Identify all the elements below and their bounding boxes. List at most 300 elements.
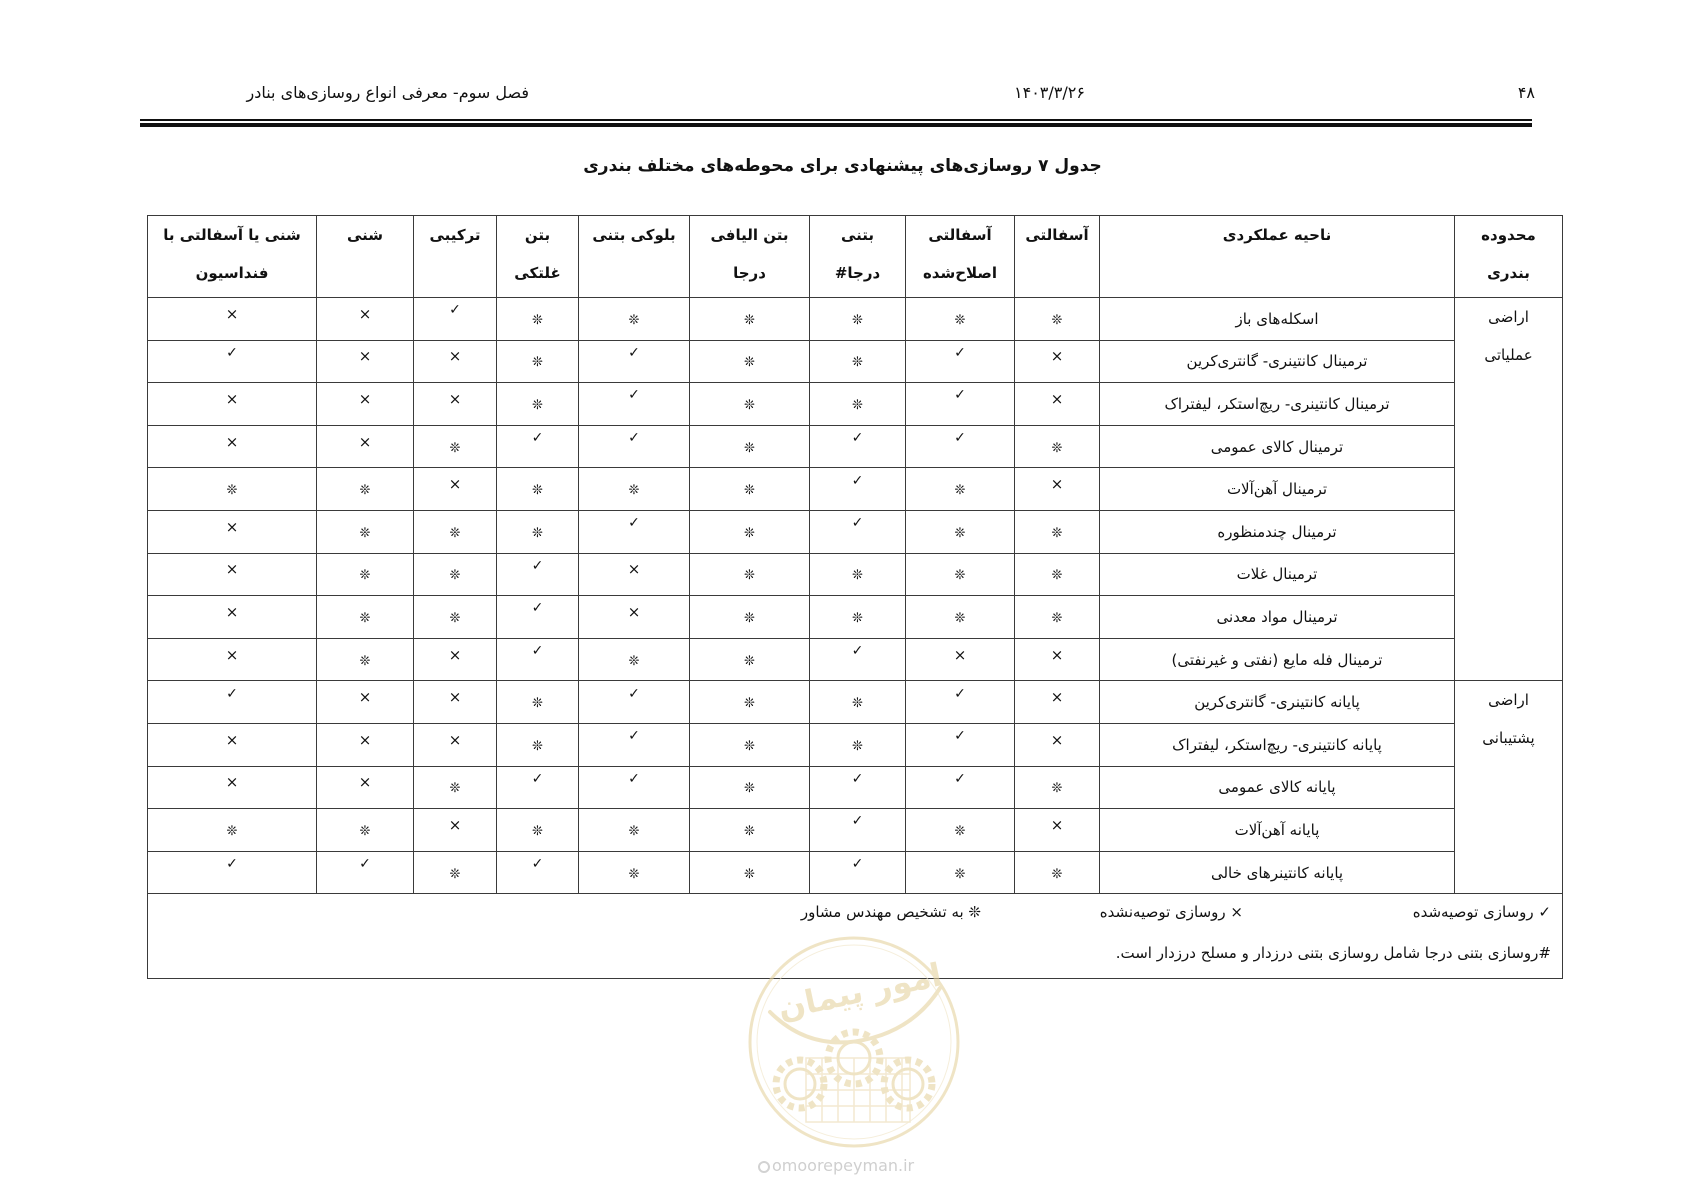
value-cell (317, 766, 414, 809)
check-mark-icon: ✓ (851, 472, 864, 489)
table-caption: جدول ۷ روسازی‌های پیشنهادی برای محوطه‌های مختلف بندری (583, 156, 1102, 176)
table-row (148, 809, 1563, 852)
value-cell (690, 723, 810, 766)
value-cell (906, 510, 1015, 553)
value-cell (148, 298, 317, 341)
value-cell (148, 468, 317, 511)
cross-mark-icon: × (1050, 815, 1064, 834)
value-cell (810, 723, 906, 766)
value-cell (497, 681, 579, 724)
asterisk-mark-icon: ❊ (852, 738, 863, 754)
cross-mark-icon: × (1050, 389, 1064, 408)
asterisk-mark-icon: ❊ (1051, 866, 1063, 882)
legend-note: #روسازی بتنی درجا شامل روسازی بتنی درزدار و مسلح درزدار است. (1115, 944, 1551, 963)
value-cell (148, 553, 317, 596)
column-header-text: بتن الیافی (710, 226, 789, 244)
value-cell (148, 851, 317, 894)
value-cell (579, 809, 690, 852)
area-cell (1100, 510, 1455, 553)
area-cell (1100, 723, 1455, 766)
table-body (148, 298, 1563, 894)
chapter-title: فصل سوم- معرفی انواع روسازی‌های بنادر (246, 83, 529, 102)
column-header (1015, 216, 1100, 298)
area-cell (1100, 596, 1455, 639)
watermark-site-text: omoorepeyman.ir (772, 1156, 915, 1175)
gear-left-hub (785, 1069, 815, 1099)
table-row (148, 468, 1563, 511)
cross-mark-icon: × (225, 560, 239, 579)
column-header-text: غلتکی (514, 264, 561, 282)
cross-mark-icon: × (225, 517, 239, 536)
asterisk-mark-icon: ❊ (359, 525, 371, 541)
value-cell (810, 383, 906, 426)
cross-mark-icon: × (1050, 347, 1064, 366)
value-cell (414, 596, 497, 639)
value-cell (497, 383, 579, 426)
cross-mark-icon: × (448, 389, 462, 408)
check-mark-icon: ✓ (628, 387, 640, 404)
value-cell (690, 766, 810, 809)
column-header-text: محدوده (1481, 226, 1536, 244)
value-cell (148, 681, 317, 724)
cross-mark-icon: × (358, 389, 372, 408)
asterisk-mark-icon: ❊ (449, 440, 461, 456)
value-cell (317, 723, 414, 766)
value-cell (810, 340, 906, 383)
column-header (906, 216, 1015, 298)
cross-mark-icon: × (448, 730, 462, 749)
value-cell (414, 298, 497, 341)
value-cell (414, 851, 497, 894)
area-cell (1100, 340, 1455, 383)
watermark-site (758, 1156, 914, 1176)
asterisk-mark-icon: ❊ (744, 568, 755, 584)
cross-mark-icon: × (225, 773, 239, 792)
asterisk-mark-icon: ❊ (744, 440, 755, 456)
value-cell (1015, 596, 1100, 639)
check-mark-icon: ✓ (359, 856, 371, 873)
asterisk-mark-icon: ❊ (744, 866, 755, 882)
value-cell (1015, 425, 1100, 468)
table-row (148, 638, 1563, 681)
asterisk-mark-icon: ❊ (954, 866, 966, 882)
column-header-text: بتنی (840, 226, 875, 244)
value-cell (414, 553, 497, 596)
value-cell (906, 298, 1015, 341)
value-cell (497, 510, 579, 553)
cross-mark-icon: × (1050, 730, 1064, 749)
value-cell (810, 596, 906, 639)
check-mark-icon: ✓ (851, 515, 864, 532)
cross-mark-icon: × (358, 347, 372, 366)
value-cell (579, 766, 690, 809)
value-cell (1015, 553, 1100, 596)
value-cell (906, 851, 1015, 894)
asterisk-mark-icon: ❊ (532, 483, 543, 499)
cross-mark-icon: × (627, 602, 641, 621)
cross-mark-icon: × (448, 688, 462, 707)
value-cell (414, 510, 497, 553)
asterisk-mark-icon: ❊ (449, 866, 461, 882)
value-cell (497, 468, 579, 511)
value-cell (579, 681, 690, 724)
check-mark-icon: ✓ (226, 856, 238, 873)
area-name: ترمینال فله مایع (نفتی و غیرنفتی) (1171, 650, 1383, 669)
value-cell (690, 298, 810, 341)
column-header (497, 216, 579, 298)
value-cell (906, 383, 1015, 426)
table-row (148, 681, 1563, 724)
asterisk-mark-icon: ❊ (744, 355, 755, 371)
value-cell (690, 681, 810, 724)
value-cell (497, 723, 579, 766)
asterisk-mark-icon: ❊ (954, 823, 966, 839)
check-mark-icon: ✓ (851, 643, 864, 660)
area-cell (1100, 553, 1455, 596)
value-cell (1015, 383, 1100, 426)
table-row (148, 425, 1563, 468)
value-cell (497, 809, 579, 852)
value-cell (906, 723, 1015, 766)
column-header-text: درجا# (834, 264, 881, 282)
column-header-text: شنی (346, 226, 384, 244)
value-cell (1015, 766, 1100, 809)
column-header (1455, 216, 1563, 298)
check-mark-icon: ✓ (628, 685, 640, 702)
cross-mark-icon: × (225, 432, 239, 451)
asterisk-mark-icon: ❊ (1051, 525, 1063, 541)
asterisk-mark-icon: ❊ (852, 397, 863, 413)
asterisk-mark-icon: ❊ (954, 568, 966, 584)
value-cell (317, 468, 414, 511)
value-cell (414, 468, 497, 511)
value-cell (906, 468, 1015, 511)
cross-mark-icon: × (225, 304, 239, 323)
value-cell (579, 425, 690, 468)
value-cell (1015, 510, 1100, 553)
page-date: ۱۴۰۳/۳/۲۶ (1014, 83, 1085, 102)
area-name: ترمینال آهن‌آلات (1226, 480, 1328, 499)
area-name: پایانه آهن‌آلات (1234, 820, 1320, 839)
asterisk-mark-icon: ❊ (744, 312, 755, 328)
value-cell (148, 809, 317, 852)
cross-mark-icon: × (225, 389, 239, 408)
value-cell (579, 340, 690, 383)
asterisk-mark-icon: ❊ (226, 483, 238, 499)
globe-icon (758, 1161, 770, 1173)
check-mark-icon: ✓ (531, 770, 544, 787)
asterisk-mark-icon: ❊ (359, 610, 371, 626)
value-cell (148, 510, 317, 553)
value-cell (497, 553, 579, 596)
value-cell (148, 638, 317, 681)
area-cell (1100, 383, 1455, 426)
column-header-text: بلوکی بتنی (592, 226, 676, 244)
group-label-text: عملیاتی (1484, 346, 1533, 364)
value-cell (317, 851, 414, 894)
asterisk-mark-icon: ❊ (226, 823, 238, 839)
value-cell (810, 809, 906, 852)
value-cell (414, 766, 497, 809)
area-name: ترمینال چندمنظوره (1217, 522, 1337, 541)
cross-mark-icon: × (448, 815, 462, 834)
column-header (810, 216, 906, 298)
cross-mark-icon: × (358, 730, 372, 749)
value-cell (414, 638, 497, 681)
asterisk-mark-icon: ❊ (852, 312, 863, 328)
value-cell (906, 681, 1015, 724)
table-row (148, 596, 1563, 639)
value-cell (810, 298, 906, 341)
value-cell (579, 596, 690, 639)
value-cell (579, 510, 690, 553)
value-cell (906, 425, 1015, 468)
cross-mark-icon: × (358, 688, 372, 707)
column-header-text: شنی یا آسفالتی با (163, 226, 301, 244)
value-cell (810, 638, 906, 681)
check-mark-icon: ✓ (954, 387, 966, 404)
column-header (148, 216, 317, 298)
value-cell (497, 596, 579, 639)
value-cell (414, 383, 497, 426)
area-name: پایانه کانتینری- ریچ‌استکر، لیفتراک (1172, 735, 1382, 754)
value-cell (690, 510, 810, 553)
cross-mark-icon: × (953, 645, 967, 664)
area-name: ترمینال مواد معدنی (1216, 607, 1338, 626)
cross-mark-icon: × (627, 560, 641, 579)
group-label-text: پشتیبانی (1482, 729, 1535, 748)
column-header-text: بندری (1487, 264, 1530, 282)
asterisk-mark-icon: ❊ (1051, 781, 1063, 797)
check-mark-icon: ✓ (628, 515, 640, 532)
value-cell (906, 553, 1015, 596)
check-mark-icon: ✓ (531, 643, 544, 660)
asterisk-mark-icon: ❊ (852, 610, 863, 626)
column-header (690, 216, 810, 298)
column-header (1100, 216, 1455, 298)
column-header-text: آسفالتی (928, 226, 992, 244)
asterisk-mark-icon: ❊ (449, 525, 461, 541)
check-mark-icon: ✓ (449, 302, 461, 319)
legend-recommended: ✓ روسازی توصیه‌شده (1412, 903, 1551, 922)
value-cell (690, 553, 810, 596)
value-cell (1015, 298, 1100, 341)
asterisk-mark-icon: ❊ (359, 653, 371, 669)
check-mark-icon: ✓ (954, 344, 966, 361)
area-cell (1100, 851, 1455, 894)
table-row (148, 723, 1563, 766)
check-mark-icon: ✓ (851, 430, 864, 447)
check-mark-icon: ✓ (531, 557, 544, 574)
asterisk-mark-icon: ❊ (852, 568, 863, 584)
page-number: ۴۸ (1517, 83, 1535, 102)
table-header-row (148, 216, 1563, 298)
value-cell (1015, 723, 1100, 766)
cross-mark-icon: × (448, 347, 462, 366)
value-cell (317, 298, 414, 341)
group-label-text: اراضی (1488, 691, 1529, 710)
asterisk-mark-icon: ❊ (744, 483, 755, 499)
value-cell (579, 383, 690, 426)
asterisk-mark-icon: ❊ (744, 823, 755, 839)
area-name: ترمینال کانتینری- گانتری‌کرین (1186, 352, 1368, 371)
value-cell (414, 340, 497, 383)
value-cell (810, 681, 906, 724)
asterisk-mark-icon: ❊ (744, 738, 755, 754)
value-cell (497, 340, 579, 383)
check-mark-icon: ✓ (531, 856, 544, 873)
value-cell (497, 638, 579, 681)
value-cell (317, 553, 414, 596)
check-mark-icon: ✓ (954, 430, 966, 447)
value-cell (317, 340, 414, 383)
value-cell (579, 468, 690, 511)
column-header-text: اصلاح‌شده (922, 264, 998, 282)
column-header-text: آسفالتی (1025, 226, 1089, 244)
value-cell (317, 681, 414, 724)
value-cell (148, 766, 317, 809)
group-label-cell (1455, 681, 1563, 894)
asterisk-mark-icon: ❊ (954, 312, 966, 328)
value-cell (148, 383, 317, 426)
check-mark-icon: ✓ (851, 813, 864, 830)
value-cell (414, 809, 497, 852)
check-mark-icon: ✓ (628, 430, 640, 447)
value-cell (810, 766, 906, 809)
asterisk-mark-icon: ❊ (628, 823, 640, 839)
value-cell (1015, 851, 1100, 894)
asterisk-mark-icon: ❊ (744, 781, 755, 797)
asterisk-mark-icon: ❊ (359, 823, 371, 839)
value-cell (1015, 638, 1100, 681)
value-cell (414, 681, 497, 724)
value-cell (317, 510, 414, 553)
value-cell (579, 553, 690, 596)
cross-mark-icon: × (1050, 688, 1064, 707)
area-name: پایانه کالای عمومی (1218, 778, 1336, 797)
value-cell (148, 340, 317, 383)
column-header (317, 216, 414, 298)
asterisk-mark-icon: ❊ (954, 610, 966, 626)
cross-mark-icon: × (358, 304, 372, 323)
value-cell (690, 425, 810, 468)
cross-mark-icon: × (448, 475, 462, 494)
value-cell (810, 510, 906, 553)
asterisk-mark-icon: ❊ (532, 823, 543, 839)
header-rule-thin (140, 119, 1532, 121)
value-cell (1015, 681, 1100, 724)
value-cell (497, 766, 579, 809)
value-cell (317, 383, 414, 426)
gear-right-teeth (884, 1060, 932, 1108)
check-mark-icon: ✓ (851, 856, 864, 873)
value-cell (148, 425, 317, 468)
value-cell (906, 809, 1015, 852)
check-mark-icon: ✓ (851, 770, 864, 787)
asterisk-mark-icon: ❊ (1051, 610, 1063, 626)
cross-mark-icon: × (1050, 475, 1064, 494)
column-header-text: بتن (524, 226, 551, 244)
legend-consultant: ❊ به تشخیص مهندس مشاور (800, 903, 981, 922)
check-mark-icon: ✓ (628, 344, 640, 361)
value-cell (810, 468, 906, 511)
check-mark-icon: ✓ (954, 685, 966, 702)
value-cell (414, 425, 497, 468)
area-cell (1100, 298, 1455, 341)
check-mark-icon: ✓ (628, 770, 640, 787)
area-cell (1100, 766, 1455, 809)
cross-mark-icon: × (225, 730, 239, 749)
area-cell (1100, 809, 1455, 852)
asterisk-mark-icon: ❊ (449, 610, 461, 626)
asterisk-mark-icon: ❊ (359, 483, 371, 499)
asterisk-mark-icon: ❊ (744, 610, 755, 626)
value-cell (690, 851, 810, 894)
area-name: ترمینال کالای عمومی (1210, 437, 1344, 456)
check-mark-icon: ✓ (531, 600, 544, 617)
check-mark-icon: ✓ (954, 770, 966, 787)
area-name: اسکله‌های باز (1235, 309, 1319, 328)
asterisk-mark-icon: ❊ (359, 568, 371, 584)
cross-mark-icon: × (1050, 645, 1064, 664)
asterisk-mark-icon: ❊ (1051, 568, 1063, 584)
value-cell (579, 723, 690, 766)
value-cell (1015, 468, 1100, 511)
column-header-text: فنداسیون (195, 264, 269, 282)
cross-mark-icon: × (448, 645, 462, 664)
asterisk-mark-icon: ❊ (744, 397, 755, 413)
area-name: پایانه کانتینرهای خالی (1210, 863, 1344, 882)
asterisk-mark-icon: ❊ (1051, 312, 1063, 328)
value-cell (906, 638, 1015, 681)
value-cell (148, 596, 317, 639)
value-cell (690, 340, 810, 383)
asterisk-mark-icon: ❊ (954, 525, 966, 541)
value-cell (579, 851, 690, 894)
table-row (148, 553, 1563, 596)
value-cell (317, 809, 414, 852)
group-label-text: اراضی (1488, 308, 1529, 326)
watermark-logo-text: امور پیمان (774, 955, 945, 1028)
asterisk-mark-icon: ❊ (628, 653, 640, 669)
asterisk-mark-icon: ❊ (449, 568, 461, 584)
check-mark-icon: ✓ (531, 430, 544, 447)
value-cell (317, 638, 414, 681)
asterisk-mark-icon: ❊ (744, 525, 755, 541)
asterisk-mark-icon: ❊ (532, 525, 543, 541)
table-row (148, 340, 1563, 383)
value-cell (579, 638, 690, 681)
check-mark-icon: ✓ (628, 728, 640, 745)
asterisk-mark-icon: ❊ (532, 738, 543, 754)
value-cell (414, 723, 497, 766)
value-cell (497, 851, 579, 894)
asterisk-mark-icon: ❊ (532, 397, 543, 413)
value-cell (317, 425, 414, 468)
table-row (148, 383, 1563, 426)
asterisk-mark-icon: ❊ (532, 312, 543, 328)
table-row (148, 298, 1563, 341)
cross-mark-icon: × (358, 773, 372, 792)
header-rule-thick (140, 123, 1532, 127)
value-cell (1015, 340, 1100, 383)
table-row (148, 510, 1563, 553)
asterisk-mark-icon: ❊ (852, 696, 863, 712)
area-cell (1100, 638, 1455, 681)
value-cell (906, 596, 1015, 639)
value-cell (579, 298, 690, 341)
asterisk-mark-icon: ❊ (449, 781, 461, 797)
